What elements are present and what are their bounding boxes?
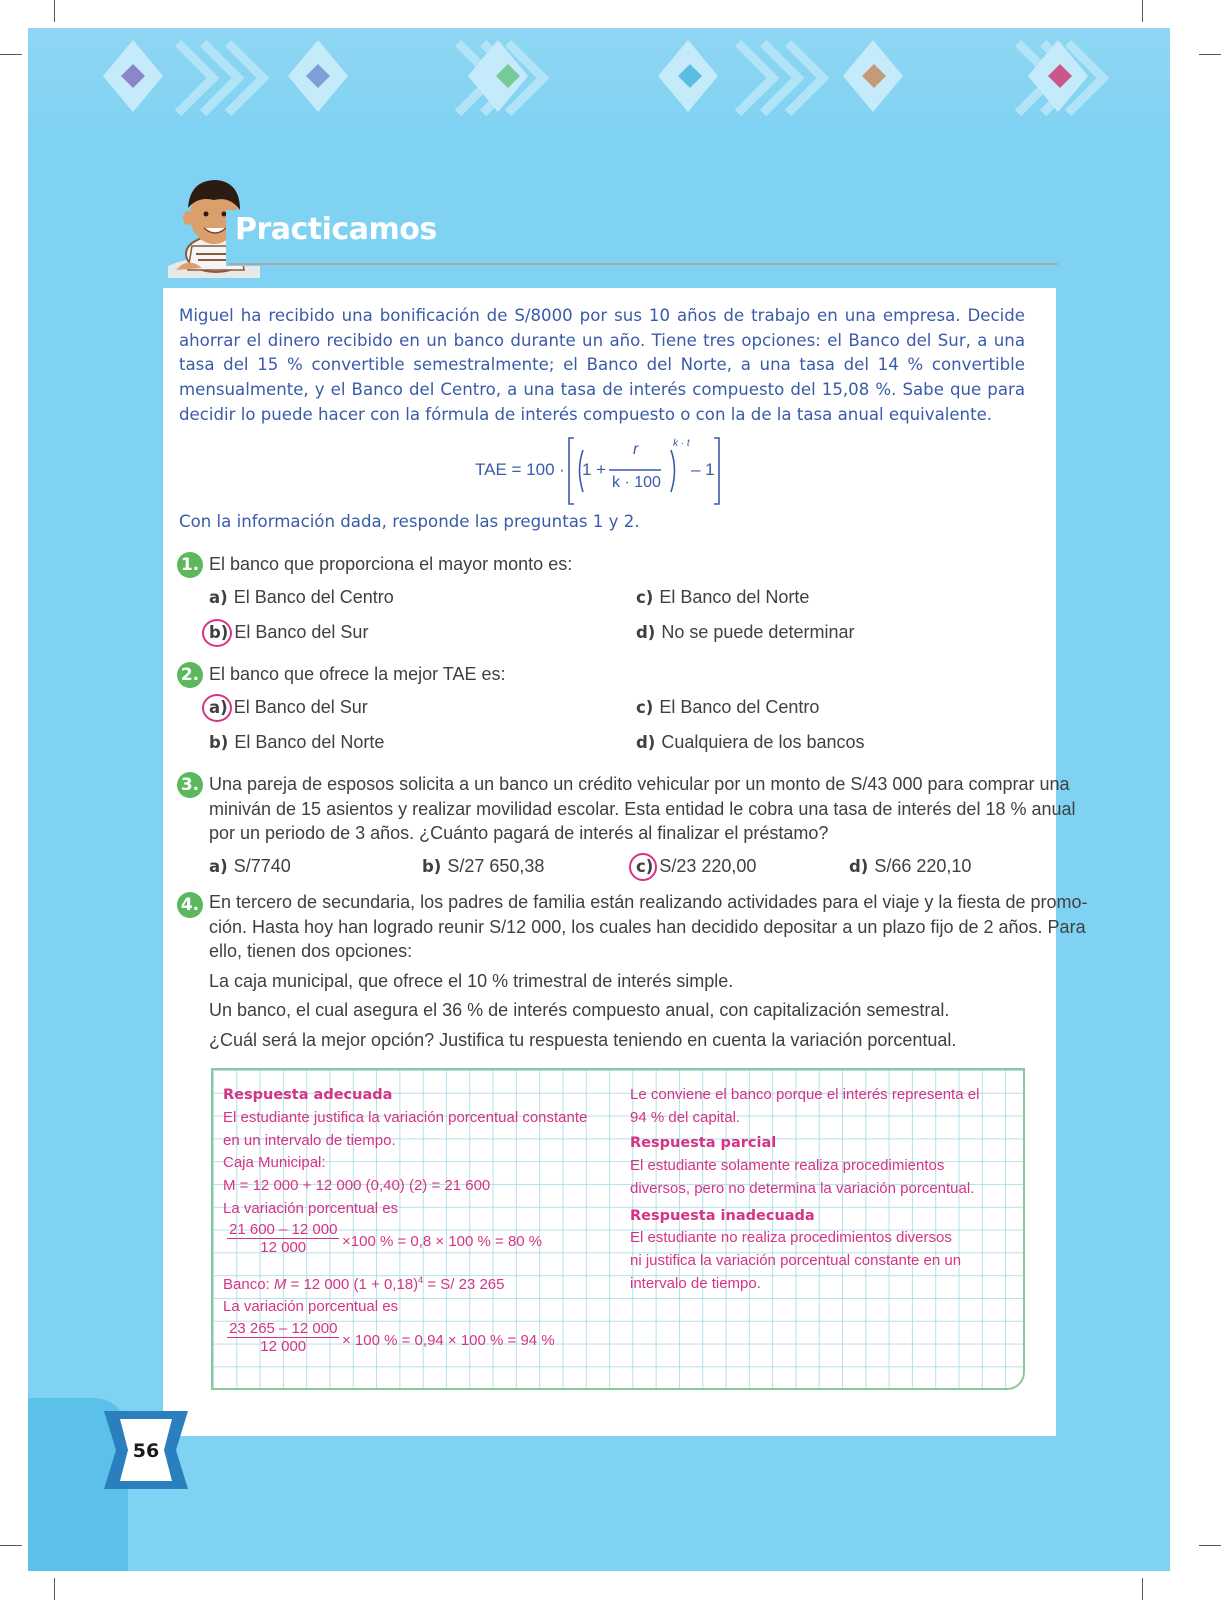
- option-b: b) El Banco del Sur: [209, 622, 369, 642]
- question-text-line: En tercero de secundaria, los padres de familia están realizando actividades para el viaje y la fiesta de promo-: [209, 892, 1088, 912]
- question-text-line: ¿Cuál será la mejor opción? Justifica tu respuesta teniendo en cuenta la variación porcentual.: [209, 1030, 957, 1050]
- answer-line: Le conviene el banco porque el interés representa el: [630, 1086, 980, 1103]
- formula-label: TAE = 100 ·: [475, 460, 565, 479]
- section-header: [168, 174, 1058, 284]
- crop-mark: [1142, 0, 1143, 22]
- fraction-denominator: 12 000: [260, 1338, 307, 1355]
- crop-mark: [54, 0, 55, 22]
- question-2: [177, 660, 1039, 760]
- option-a: a) S/7740: [209, 856, 291, 876]
- question-number-badge: 4.: [177, 892, 203, 918]
- question-text: El banco que proporciona el mayor monto es:: [209, 554, 573, 574]
- question-number-badge: 1.: [177, 552, 203, 578]
- intro-paragraph: Miguel ha recibido una bonificación de S/8000 por sus 10 años de trabajo en una empresa. Decide ahorrar el dinero recibido en un banco durante un año. Tiene tres opciones: el Banco del Sur, a una tasa del 15 % convertible semestralmente; el Banco del Norte, a una tasa del 14 % convertible mensualmente, y el Banco del Centro, a una tasa de interés compuesto del 15,08 %. Sabe que para decidir lo puede hacer con la fórmula de interés compuesto o con la de la tasa anual equivalente.: [179, 306, 1025, 424]
- answer-line: M = 12 000 + 12 000 (0,40) (2) = 21 600: [223, 1177, 491, 1194]
- answer-heading-partial: Respuesta parcial: [630, 1135, 777, 1151]
- question-text-line: ello, tienen dos opciones:: [209, 941, 413, 961]
- formula-denominator: k · 100: [612, 474, 661, 491]
- answer-line: 94 % del capital.: [630, 1109, 741, 1126]
- answer-line: La variación porcentual es: [223, 1298, 399, 1315]
- question-number-badge: 3.: [177, 772, 203, 798]
- question-3: [177, 770, 1076, 880]
- option-c: c) El Banco del Centro: [636, 697, 820, 717]
- question-number-badge: 2.: [177, 662, 203, 688]
- question-1: [177, 550, 1039, 650]
- crop-mark: [0, 1545, 22, 1546]
- fraction-result: ×100 % = 0,8 × 100 % = 80 %: [342, 1233, 543, 1250]
- crop-mark: [0, 54, 22, 55]
- option-b: b) S/27 650,38: [422, 856, 545, 876]
- answer-line: ni justifica la variación porcentual constante en un: [630, 1252, 962, 1269]
- crop-mark: [1199, 1545, 1221, 1546]
- answer-heading-inadequate: Respuesta inadecuada: [630, 1208, 815, 1224]
- tae-formula: [475, 436, 735, 508]
- answer-grid: [211, 1068, 1025, 1390]
- selected-answer-circle: [629, 853, 657, 881]
- crop-mark: [54, 1578, 55, 1600]
- formula-exponent: k · t: [673, 438, 690, 449]
- option-c: c) S/23 220,00: [636, 856, 757, 876]
- answer-line: La variación porcentual es: [223, 1200, 399, 1217]
- question-4: [177, 890, 1088, 1060]
- question-text-line: La caja municipal, que ofrece el 10 % trimestral de interés simple.: [209, 971, 734, 991]
- formula-one: 1 +: [582, 460, 607, 479]
- option-d: d) Cualquiera de los bancos: [636, 732, 865, 752]
- instruction-text: Con la información dada, responde las preguntas 1 y 2.: [179, 512, 640, 531]
- answer-line: intervalo de tiempo.: [630, 1275, 761, 1292]
- question-text: El banco que ofrece la mejor TAE es:: [209, 664, 506, 684]
- answer-line-bank: Banco: M = 12 000 $(1 + 0,18)^4 = S/$ 23 265: [223, 1275, 505, 1293]
- option-b: b) El Banco del Norte: [209, 732, 385, 752]
- option-c: c) El Banco del Norte: [636, 587, 810, 607]
- crop-mark: [1142, 1578, 1143, 1600]
- fraction-banco: [227, 1320, 339, 1355]
- page-number: 56: [132, 1440, 160, 1462]
- fraction-denominator: 12 000: [260, 1239, 307, 1256]
- option-d: d) S/66 220,10: [849, 856, 972, 876]
- fraction-result: × 100 % = 0,94 × 100 % = 94 %: [342, 1332, 555, 1349]
- fraction-numerator: 21 600 – 12 000: [229, 1221, 338, 1238]
- content-panel: [163, 288, 1088, 1436]
- header-rule: [228, 263, 1058, 265]
- answer-line: diversos, pero no determina la variación porcentual.: [630, 1180, 975, 1197]
- option-a: a) El Banco del Sur: [209, 697, 368, 717]
- selected-answer-circle: [202, 694, 232, 722]
- formula-minus-one: – 1: [691, 460, 715, 479]
- fraction-caja: [227, 1221, 339, 1256]
- answer-line: Caja Municipal:: [223, 1154, 326, 1171]
- option-a: a) El Banco del Centro: [209, 587, 394, 607]
- question-text-line: Una pareja de esposos solicita a un banco un crédito vehicular por un monto de S/43 000 para comprar una: [209, 774, 1070, 794]
- question-text-line: ción. Hasta hoy han logrado reunir S/12 000, los cuales han decidido depositar a un plazo fijo de 2 años. Para: [209, 916, 1086, 937]
- answer-line: El estudiante justifica la variación porcentual constante: [223, 1109, 588, 1126]
- answer-heading-adequate: Respuesta adecuada: [223, 1087, 393, 1103]
- answer-line: El estudiante solamente realiza procedimientos: [630, 1157, 945, 1174]
- answer-line: en un intervalo de tiempo.: [223, 1132, 396, 1149]
- fraction-numerator: 23 265 – 12 000: [229, 1320, 338, 1337]
- answer-line: El estudiante no realiza procedimientos diversos: [630, 1229, 952, 1246]
- decorative-banner: [28, 28, 1170, 138]
- question-text-line: Un banco, el cual asegura el 36 % de interés compuesto anual, con capitalización semestral.: [209, 1000, 950, 1020]
- section-title: Practicamos: [235, 212, 437, 247]
- option-d: d) No se puede determinar: [636, 622, 855, 642]
- crop-mark: [1199, 54, 1221, 55]
- question-text-line: por un periodo de 3 años. ¿Cuánto pagará de interés al finalizar el préstamo?: [209, 823, 829, 843]
- selected-answer-circle: [202, 619, 232, 647]
- question-text-line: miniván de 15 asientos y realizar movilidad escolar. Esta entidad le cobra una tasa de interés del 18 % anual: [209, 798, 1076, 819]
- formula-numerator: r: [633, 441, 639, 458]
